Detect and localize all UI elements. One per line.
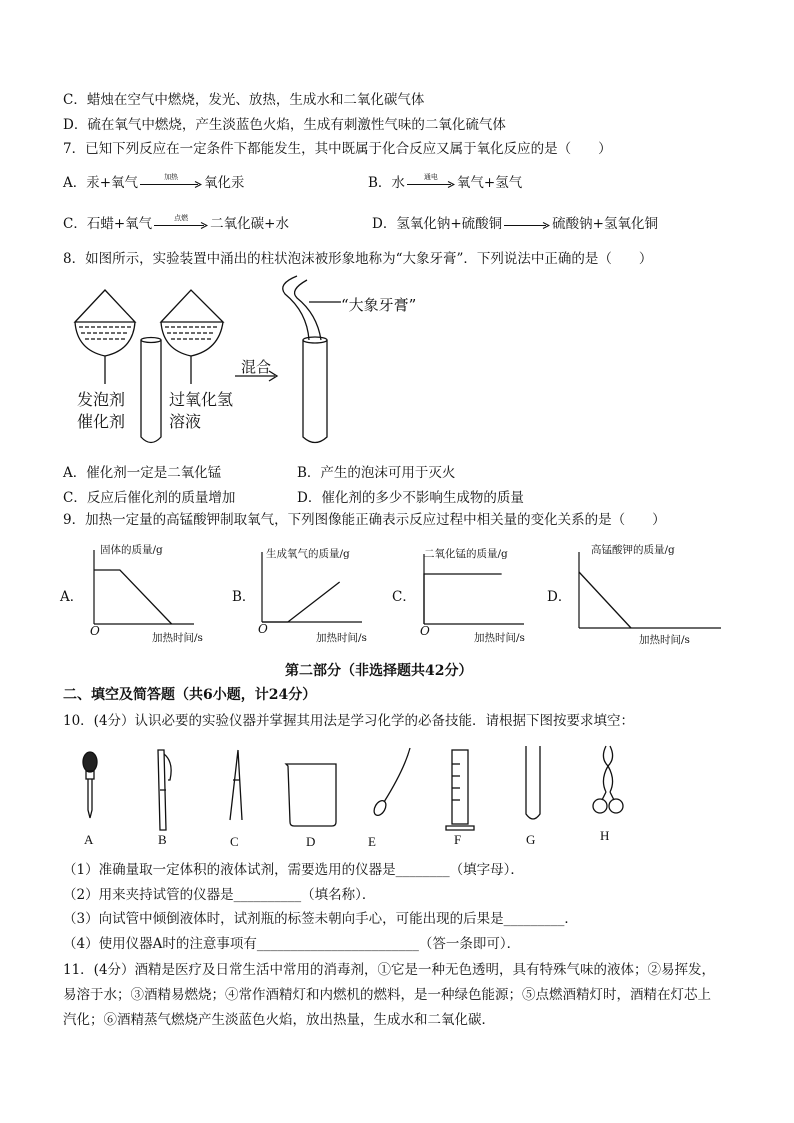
instrument-label-g: G	[526, 832, 536, 847]
foam-label: “大象牙膏”	[341, 296, 417, 314]
instruments-drawing	[70, 740, 670, 840]
option-prefix: B．	[368, 175, 392, 191]
graph-a-plot	[60, 538, 225, 650]
q9-stem: 9．加热一定量的高锰酸钾制取氧气，下列图像能正确表示反应过程中相关量的变化关系的是（ ）	[63, 512, 666, 528]
q10-stem: 10．(4分）认识必要的实验仪器并掌握其用法是学习化学的必备技能．请根据下图按要求填空：	[63, 713, 635, 729]
reaction-condition: 通电	[423, 173, 438, 181]
q6-option-d: D．硫在氧气中燃烧，产生淡蓝色火焰，生成有刺激性气味的二氧化硫气体	[63, 117, 506, 133]
q7-option-a	[63, 171, 245, 191]
data-line	[579, 572, 631, 628]
q11-line2: 易溶于水；③酒精易燃烧；④常作酒精灯和内燃机的燃料，是一种绿色能源；⑤点燃酒精灯时，酒精在灯芯上	[63, 987, 711, 1003]
q7-option-b	[368, 171, 522, 191]
q7-option-d	[372, 212, 658, 232]
data-line	[262, 582, 340, 622]
option-prefix: C．	[63, 216, 87, 232]
arrow-icon	[140, 181, 202, 188]
arrow-icon	[154, 222, 208, 229]
instrument-label-b: B	[158, 832, 167, 847]
h2o2-label: 过氧化氢	[169, 390, 234, 409]
catalyst-label: 催化剂	[77, 412, 126, 431]
x-axis-label: 加热时间/s	[474, 632, 525, 644]
q8-option-d: D．催化剂的多少不影响生成物的质量	[297, 490, 524, 506]
option-label: C．	[392, 589, 416, 605]
instrument-label-d: D	[306, 834, 316, 849]
q7-stem: 7．已知下列反应在一定条件下都能发生，其中既属于化合反应又属于氧化反应的是（ ）	[63, 141, 612, 157]
q11-line1: 11．(4分）酒精是医疗及日常生活中常用的消毒剂，①它是一种无色透明，具有特殊气味的液体；②易挥发，	[63, 962, 716, 978]
option-label: D．	[547, 589, 572, 605]
elephant-toothpaste-figure	[63, 272, 483, 452]
option-label: A．	[60, 589, 84, 605]
reactants: 氢氧化钠+硫酸铜	[396, 216, 503, 232]
instrument-label-c: C	[230, 834, 239, 849]
q9-graphs	[60, 538, 750, 650]
graph-d	[547, 538, 747, 650]
option-label: B．	[232, 589, 256, 605]
instrument-label-f: F	[454, 832, 462, 847]
graph-c-plot	[390, 538, 555, 650]
part2-title: 第二部分（非选择题共42分）	[285, 663, 473, 679]
y-axis-label: 生成氧气的质量/g	[266, 548, 350, 560]
solution-label: 溶液	[169, 412, 202, 431]
graph-b	[232, 538, 397, 650]
y-axis-label: 高锰酸钾的质量/g	[591, 544, 675, 556]
instrument-label-h: H	[600, 828, 610, 843]
q8-option-c: C．反应后催化剂的质量增加	[63, 490, 236, 506]
arrow-icon	[504, 222, 550, 229]
reactants: 石蜡+氧气	[86, 216, 153, 232]
data-line	[424, 574, 502, 624]
products: 氧气+氢气	[456, 175, 523, 191]
q10-sub1: （1）准确量取一定体积的液体试剂，需要选用的仪器是________（填字母）．	[63, 862, 524, 878]
option-prefix: D．	[372, 216, 397, 232]
x-axis-label: 加热时间/s	[639, 634, 690, 646]
instrument-label-e: E	[368, 834, 376, 849]
mix-label: 混合	[241, 358, 272, 376]
option-prefix: A．	[63, 175, 87, 191]
products: 二氧化碳+水	[210, 216, 289, 232]
reaction-condition: 点燃	[174, 214, 189, 222]
products: 硫酸钠+氢氧化铜	[552, 216, 658, 232]
q6-option-c: C．蜡烛在空气中燃烧，发光、放热，生成水和二氧化碳气体	[63, 92, 425, 108]
data-line	[94, 570, 172, 624]
instrument-figure	[70, 740, 670, 855]
origin-label: O	[258, 622, 268, 636]
x-axis-label: 加热时间/s	[152, 632, 203, 644]
q11-line3: 汽化；⑥酒精蒸气燃烧产生淡蓝色火焰，放出热量，生成水和二氧化碳．	[63, 1012, 495, 1028]
origin-label: O	[420, 624, 430, 638]
graph-a	[60, 538, 225, 650]
section2-title: 二、填空及简答题（共6小题，计24分）	[63, 687, 317, 703]
y-axis-label: 固体的质量/g	[100, 544, 163, 556]
graph-d-plot	[547, 538, 747, 650]
q8-option-b: B．产生的泡沫可用于灭火	[297, 465, 456, 481]
q10-sub3: （3）向试管中倾倒液体时，试剂瓶的标签未朝向手心，可能出现的后果是_________．	[63, 911, 578, 927]
graph-b-plot	[232, 538, 397, 650]
q10-sub4: （4）使用仪器A时的注意事项有________________________（答一条即可）．	[63, 936, 521, 952]
q7-option-c	[63, 212, 289, 232]
x-axis-label: 加热时间/s	[316, 632, 367, 644]
reaction-arrow	[140, 174, 202, 188]
apparatus-drawing	[63, 272, 483, 452]
instrument-label-a: A	[84, 832, 94, 847]
q8-option-a: A．催化剂一定是二氧化锰	[63, 465, 222, 481]
graph-c	[390, 538, 555, 650]
origin-label: O	[90, 624, 100, 638]
q10-sub2: （2）用来夹持试管的仪器是__________（填名称）．	[63, 887, 376, 903]
y-axis-label: 二氧化锰的质量/g	[424, 548, 508, 560]
arrow-icon	[407, 181, 455, 188]
reaction-arrow	[154, 215, 208, 229]
reaction-condition: 加热	[164, 173, 179, 181]
reactants: 水	[391, 175, 405, 191]
q8-stem: 8．如图所示，实验装置中涌出的柱状泡沫被形象地称为“大象牙膏”．下列说法中正确的是（ ）	[63, 251, 653, 267]
foaming-agent-label: 发泡剂	[77, 390, 126, 409]
reaction-arrow	[407, 174, 455, 188]
reaction-arrow	[504, 215, 550, 229]
reactants: 汞+氧气	[86, 175, 139, 191]
products: 氧化汞	[204, 175, 245, 191]
